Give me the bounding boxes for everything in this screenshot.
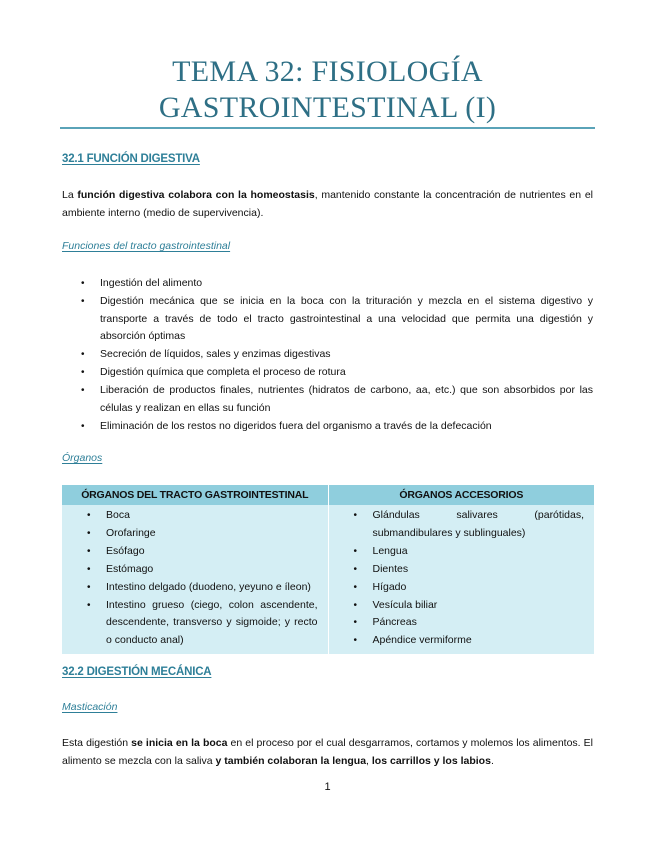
list-item-text: Liberación de productos finales, nutrientes (hidratos de carbono, aa, etc.) que son absorbidos por las células y realizan en ellas su función	[100, 384, 593, 414]
list-item-text: Esófago	[106, 544, 145, 557]
list-item-text: Eliminación de los restos no digeridos fuera del organismo a través de la defecación	[100, 419, 492, 432]
page-number: 1	[324, 781, 331, 793]
subheading-funciones: Funciones del tracto gastrointestinal	[62, 240, 231, 252]
list-item	[329, 632, 595, 650]
bullet-icon: •	[81, 420, 85, 432]
para-text: .	[490, 755, 494, 767]
table-header-accessory: ÓRGANOS ACCESORIOS	[328, 485, 594, 505]
list-item-text: Vesícula biliar	[372, 598, 438, 611]
para-text: Esta digestión	[62, 737, 132, 749]
title-line-1: TEMA 32: FISIOLOGÍA	[172, 55, 483, 88]
intro-text-bold: función digestiva colabora con la homeostasis	[77, 189, 315, 201]
list-item	[62, 364, 593, 382]
para-bold-text: y también colaboran la lengua	[215, 755, 367, 767]
tract-organs-cell	[62, 505, 328, 654]
document-title	[60, 54, 595, 126]
organs-table	[62, 485, 594, 654]
bullet-icon: •	[81, 296, 85, 307]
list-item-text: Hígado	[372, 580, 407, 593]
list-item	[62, 507, 328, 525]
list-item-text: Ingestión del alimento	[100, 277, 203, 289]
list-item	[62, 346, 593, 364]
list-item-text: Intestino delgado (duodeno, yeyuno e íleon)	[106, 580, 311, 593]
list-item-text: Apéndice vermiforme	[372, 634, 472, 647]
list-item	[329, 561, 595, 579]
para-bold-text: los carrillos y los labios	[371, 755, 491, 767]
bullet-icon: •	[353, 617, 358, 629]
list-item	[62, 561, 328, 579]
list-item	[62, 382, 593, 417]
list-item	[62, 525, 328, 543]
para-bold-text: se inicia en la boca	[131, 737, 228, 749]
bullet-icon: •	[353, 545, 358, 557]
table-header-tract: ÓRGANOS DEL TRACTO GASTROINTESTINAL	[62, 485, 328, 505]
bullet-icon: •	[87, 599, 91, 611]
bullet-icon: •	[353, 563, 358, 575]
bullet-icon: •	[87, 581, 91, 593]
list-item-text: Intestino grueso (ciego, colon ascendente, descendente, transverso y sigmoide; y recto o conducto anal)	[106, 598, 318, 647]
section-heading-digestion-mecanica: 32.2 DIGESTIÓN MECÁNICA	[62, 666, 212, 678]
list-item	[62, 293, 593, 346]
title-underline	[60, 127, 595, 129]
list-item-text: Glándulas salivares (parótidas, submandibulares y sublinguales)	[372, 509, 584, 539]
para-text: en el proceso por el cual desgarramos, cortamos y molemos los alimentos. El alimento se mezcla con la saliva	[62, 737, 593, 767]
list-item	[329, 597, 595, 615]
list-item	[62, 275, 593, 293]
subheading-organos: Órganos	[62, 452, 103, 464]
list-item	[62, 418, 593, 436]
title-line-2: GASTROINTESTINAL (I)	[158, 91, 497, 124]
list-item	[62, 579, 328, 597]
para-text: ,	[366, 755, 372, 767]
list-item	[329, 507, 595, 543]
table-row	[62, 505, 594, 654]
list-item-text: Páncreas	[372, 616, 417, 629]
list-item-text: Secreción de líquidos, sales y enzimas digestivas	[100, 348, 331, 360]
bullet-icon: •	[87, 527, 91, 539]
list-item	[329, 543, 595, 561]
functions-list	[62, 275, 593, 436]
list-item	[62, 543, 328, 561]
list-item-text: Boca	[106, 509, 130, 521]
list-item-text: Lengua	[372, 544, 408, 557]
list-item-text: Estómago	[106, 562, 154, 575]
section-heading-funcion-digestiva: 32.1 FUNCIÓN DIGESTIVA	[62, 153, 200, 165]
bullet-icon: •	[353, 510, 358, 521]
masticacion-paragraph	[62, 734, 593, 770]
bullet-icon: •	[81, 349, 85, 360]
intro-text-start: La	[62, 189, 78, 201]
list-item	[62, 597, 328, 651]
list-item-text: Digestión mecánica que se inicia en la boca con la trituración y mezcla en el sistema digestivo y transporte a través de todo el tracto gastrointestinal a una velocidad que permita una digestión y absorción óptimas	[100, 295, 593, 342]
list-item-text: Digestión química que completa el proceso de rotura	[100, 366, 346, 378]
subheading-masticacion: Masticación	[62, 701, 118, 713]
intro-paragraph	[62, 186, 593, 222]
bullet-icon: •	[353, 635, 358, 647]
list-item	[329, 579, 595, 597]
table-header-row	[62, 485, 594, 505]
bullet-icon: •	[81, 278, 85, 289]
bullet-icon: •	[87, 545, 91, 557]
list-item	[329, 614, 595, 632]
bullet-icon: •	[353, 581, 358, 593]
bullet-icon: •	[87, 510, 91, 521]
list-item-text: Dientes	[372, 562, 409, 575]
bullet-icon: •	[81, 367, 85, 378]
bullet-icon: •	[81, 385, 85, 396]
accessory-organs-cell	[328, 505, 594, 654]
bullet-icon: •	[353, 599, 358, 611]
intro-text-end: , mantenido constante la concentración de nutrientes en el ambiente interno (medio de supervivencia).	[62, 189, 593, 219]
list-item-text: Orofaringe	[106, 526, 156, 539]
bullet-icon: •	[87, 563, 91, 575]
